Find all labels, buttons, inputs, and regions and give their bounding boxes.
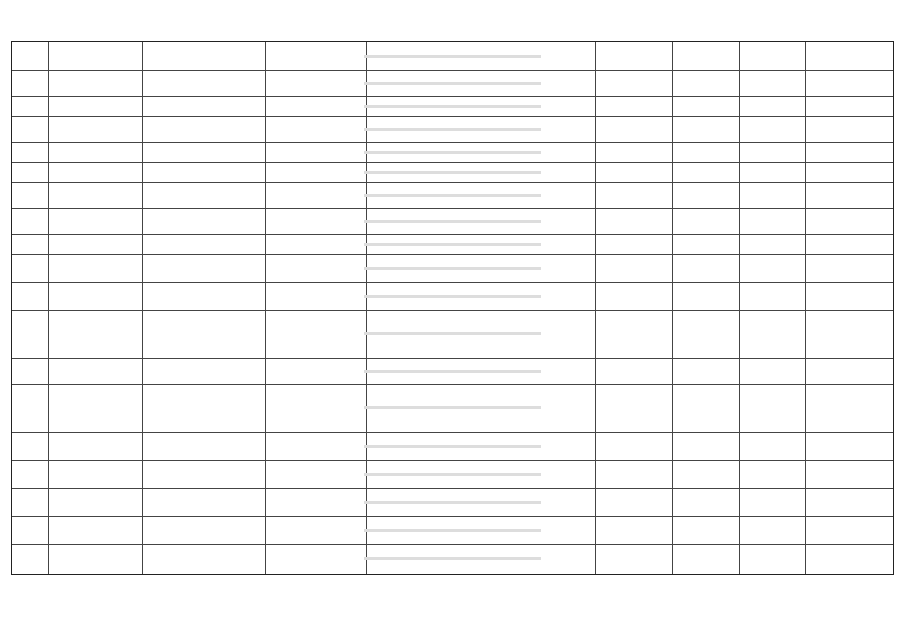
table-row bbox=[12, 42, 893, 71]
row-placeholder bbox=[364, 501, 540, 504]
row-placeholder bbox=[364, 267, 540, 270]
row-placeholder bbox=[364, 243, 540, 246]
table-row bbox=[12, 544, 893, 573]
table-row bbox=[12, 432, 893, 461]
row-placeholder bbox=[364, 105, 540, 108]
row-placeholder bbox=[364, 295, 540, 298]
row-placeholder bbox=[364, 171, 540, 174]
row-placeholder bbox=[364, 370, 540, 373]
table-row bbox=[12, 384, 893, 433]
table-row bbox=[12, 282, 893, 311]
table-row bbox=[12, 96, 893, 117]
row-placeholder bbox=[364, 194, 540, 197]
row-placeholder bbox=[364, 557, 540, 560]
row-placeholder bbox=[364, 473, 540, 476]
table-row bbox=[12, 162, 893, 183]
table-row bbox=[12, 208, 893, 235]
row-placeholder bbox=[364, 406, 540, 409]
table-row bbox=[12, 70, 893, 97]
row-placeholder bbox=[364, 529, 540, 532]
row-placeholder bbox=[364, 220, 540, 223]
table-row bbox=[12, 516, 893, 545]
table-row bbox=[12, 116, 893, 143]
row-placeholder bbox=[364, 55, 540, 58]
table-row bbox=[12, 142, 893, 163]
row-placeholder bbox=[364, 82, 540, 85]
table-row bbox=[12, 358, 893, 385]
land-plots-table bbox=[11, 41, 894, 575]
table-row bbox=[12, 254, 893, 283]
table-row bbox=[12, 234, 893, 255]
row-placeholder bbox=[364, 332, 540, 335]
table-row bbox=[12, 488, 893, 517]
row-placeholder bbox=[364, 445, 540, 448]
row-placeholder bbox=[364, 128, 540, 131]
table-row bbox=[12, 182, 893, 209]
row-placeholder bbox=[364, 151, 540, 154]
table-row bbox=[12, 460, 893, 489]
table-row bbox=[12, 310, 893, 359]
